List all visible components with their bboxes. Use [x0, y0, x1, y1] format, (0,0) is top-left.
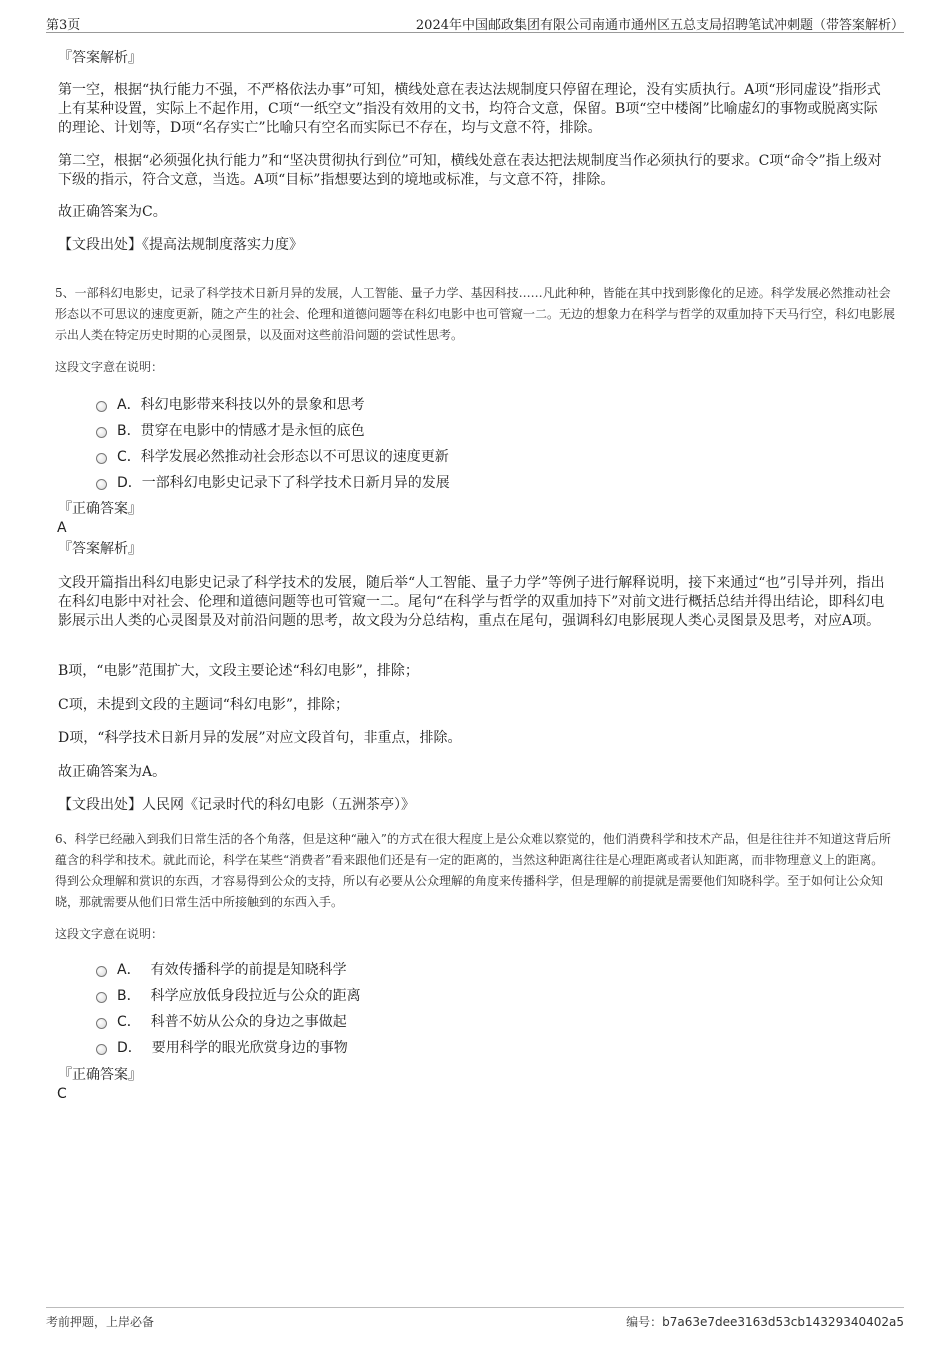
- header-divider: [46, 32, 904, 33]
- page-number: 第3页: [46, 18, 81, 33]
- q4-analysis-paragraph-2: 第二空，根据“必须强化执行能力”和“坚决贯彻执行到位”可知，横线处意在表达把法规制度当作必须执行的要求。C项“命令”指上级对下级的指示，符合文意，当选。A项“目标”指想要达到的境地或标准，与文意不符，排除。: [58, 153, 882, 188]
- option-text: 科普不妨从公众的身边之事做起: [150, 1014, 347, 1030]
- q6-prompt: 这段文字意在说明：: [55, 927, 164, 941]
- option-text: 科学发展必然推动社会形态以不可思议的速度更新: [140, 449, 449, 465]
- q5-conclusion: 故正确答案为A。: [58, 764, 167, 780]
- q6-answer: C: [57, 1086, 67, 1102]
- q6-answer-heading: 『正确答案』: [58, 1067, 142, 1083]
- q6-option-a[interactable]: [96, 959, 347, 979]
- option-letter: A．: [117, 962, 141, 978]
- q6-option-d[interactable]: [96, 1037, 348, 1057]
- radio-button-icon[interactable]: [96, 992, 107, 1003]
- q6-option-b[interactable]: [96, 985, 361, 1005]
- q5-option-c[interactable]: [96, 446, 449, 466]
- q5-answer-heading: 『正确答案』: [58, 501, 142, 517]
- option-text: 有效传播科学的前提是知晓科学: [150, 962, 347, 978]
- option-text: 贯穿在电影中的情感才是永恒的底色: [140, 423, 365, 439]
- radio-button-icon[interactable]: [96, 966, 107, 977]
- option-text: 要用科学的眼光欣赏身边的事物: [151, 1040, 348, 1056]
- option-text: 科学应放低身段拉近与公众的距离: [150, 988, 361, 1004]
- document-title: 2024年中国邮政集团有限公司南通市通州区五总支局招聘笔试冲刺题（带答案解析）: [415, 18, 904, 33]
- q4-source: 【文段出处】《提高法规制度落实力度》: [58, 237, 303, 253]
- q5-option-b[interactable]: [96, 420, 365, 440]
- q5-analysis-heading: 『答案解析』: [58, 541, 142, 557]
- q5-stem: 5、一部科幻电影史，记录了科学技术日新月异的发展，人工智能、量子力学、基因科技……凡此种种，皆能在其中找到影像化的足迹。科学发展必然推动社会形态以不可思议的速度更新，随之产生的社会、伦理和道德问题等在科幻电影中也可管窥一二。无边的想象力在科学与哲学的双重加持下天马行空，科幻电影展示出人类在特定历史时期的心灵图景，以及面对这些前沿问题的尝试性思考。: [55, 286, 896, 342]
- serial-label: 编号：: [626, 1315, 663, 1329]
- option-text: 一部科幻电影史记录下了科学技术日新月异的发展: [141, 475, 450, 491]
- footer-slogan: 考前押题，上岸必备: [46, 1315, 155, 1329]
- option-letter: A．: [117, 397, 141, 413]
- q5-answer: A: [57, 520, 67, 536]
- footer-serial: [626, 1313, 904, 1330]
- option-letter: D．: [117, 1040, 142, 1056]
- q5-option-d[interactable]: [96, 472, 450, 492]
- radio-button-icon[interactable]: [96, 427, 107, 438]
- q5-analysis-paragraph-4: D项，“科学技术日新月异的发展”对应文段首句，非重点，排除。: [58, 730, 462, 746]
- q5-analysis-paragraph-2: B项，“电影”范围扩大，文段主要论述“科幻电影”，排除；: [58, 663, 419, 679]
- option-text: 科幻电影带来科技以外的景象和思考: [140, 397, 365, 413]
- radio-button-icon[interactable]: [96, 401, 107, 412]
- option-letter: B．: [117, 423, 141, 439]
- q5-source: 【文段出处】人民网《记录时代的科幻电影（五洲茶亭）》: [58, 797, 415, 813]
- option-letter: C．: [117, 449, 141, 465]
- q5-analysis-paragraph-1: 文段开篇指出科幻电影史记录了科学技术的发展，随后举“人工智能、量子力学”等例子进行解释说明，接下来通过“也”引导并列，指出在科幻电影中对社会、伦理和道德问题等也可管窥一二。尾句“在科学与哲学的双重加持下”对前文进行概括总结并得出结论，即科幻电影展示出人类的心灵图景及对前沿问题的思考，故文段为分总结构，重点在尾句，强调科幻电影展现人类心灵图景及思考，对应A项。: [58, 575, 885, 629]
- q5-prompt: 这段文字意在说明：: [55, 360, 164, 374]
- option-letter: B．: [117, 988, 141, 1004]
- serial-number: b7a63e7dee3163d53cb14329340402a5: [662, 1315, 904, 1329]
- q4-analysis-heading: 『答案解析』: [58, 50, 142, 66]
- q6-stem: 6、科学已经融入到我们日常生活的各个角落，但是这种“融入”的方式在很大程度上是公众难以察觉的，他们消费科学和技术产品，但是往往并不知道这背后所蕴含的科学和技术。就此而论，科学在某些“消费者”看来跟他们还是有一定的距离的，当然这种距离往往是心理距离或者认知距离，而非物理意义上的距离。得到公众理解和赏识的东西，才容易得到公众的支持，所以有必要从公众理解的角度来传播科学，但是理解的前提就是需要他们知晓科学。至于如何让公众知晓，那就需要从他们日常生活中所接触到的东西入手。: [55, 832, 891, 909]
- q4-conclusion: 故正确答案为C。: [58, 204, 167, 220]
- option-letter: C．: [117, 1014, 141, 1030]
- option-letter: D．: [117, 475, 142, 491]
- q5-option-a[interactable]: [96, 394, 365, 414]
- radio-button-icon[interactable]: [96, 1044, 107, 1055]
- footer-divider: [46, 1307, 904, 1308]
- radio-button-icon[interactable]: [96, 453, 107, 464]
- q6-option-c[interactable]: [96, 1011, 347, 1031]
- q5-analysis-paragraph-3: C项，未提到文段的主题词“科幻电影”，排除；: [58, 697, 350, 713]
- radio-button-icon[interactable]: [96, 1018, 107, 1029]
- q4-analysis-paragraph-1: 第一空，根据“执行能力不强，不严格依法办事”可知，横线处意在表达法规制度只停留在理论，没有实质执行。A项“形同虚设”指形式上有某种设置，实际上不起作用，C项“一纸空文”指没有效用的文书，均符合文意，保留。B项“空中楼阁”比喻虚幻的事物或脱离实际的理论、计划等，D项“名存实亡”比喻只有空名而实际已不存在，均与文意不符，排除。: [58, 82, 881, 136]
- radio-button-icon[interactable]: [96, 479, 107, 490]
